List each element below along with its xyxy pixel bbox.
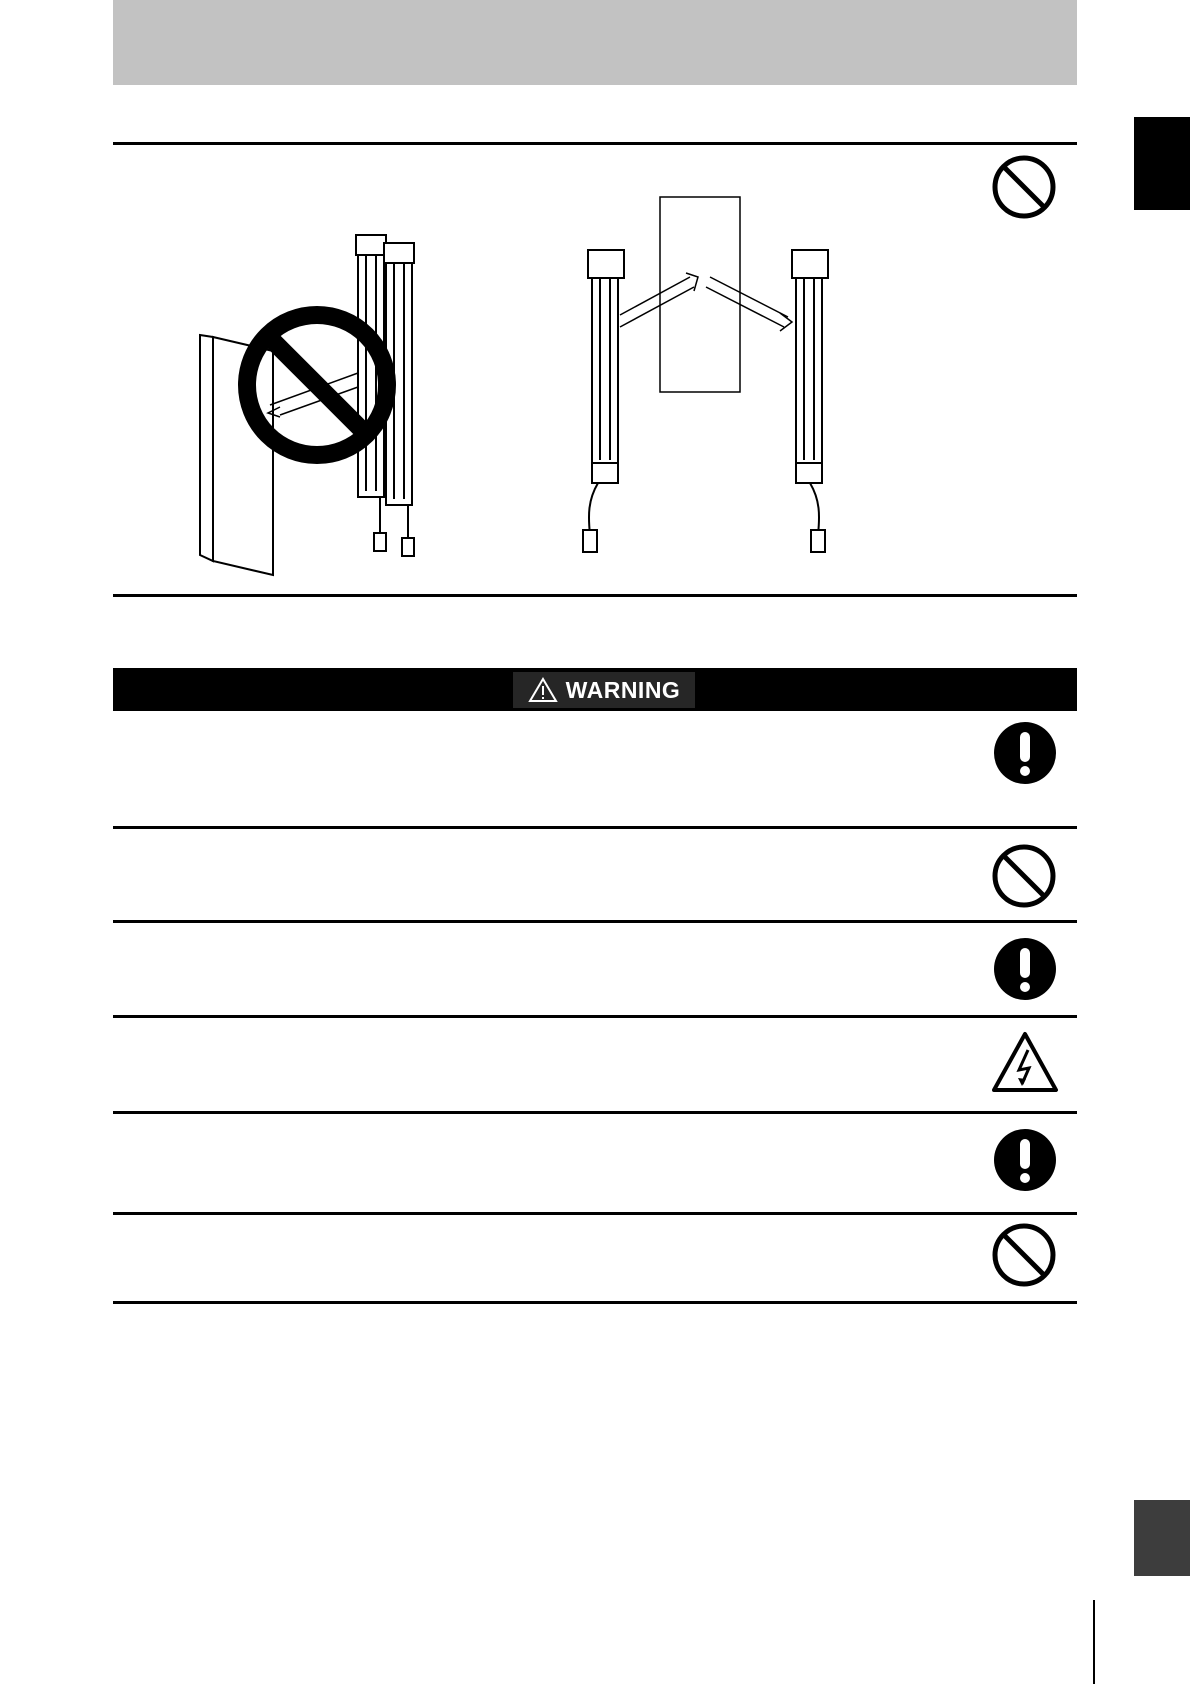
- section-tab: [1134, 1500, 1190, 1576]
- warning-bar: [113, 668, 1077, 711]
- mandatory-action-icon: [993, 721, 1057, 785]
- chapter-header-band: [113, 0, 1077, 85]
- page-number-rule: [1093, 1600, 1095, 1684]
- prohibition-icon: [990, 153, 1058, 221]
- installation-illustration: [190, 195, 910, 590]
- electric-shock-icon: [990, 1030, 1060, 1094]
- divider: [113, 920, 1077, 923]
- warning-text: WARNING: [565, 676, 681, 703]
- mandatory-action-icon: [993, 1128, 1057, 1192]
- prohibition-icon: [990, 842, 1058, 910]
- reflective-wall: [200, 335, 273, 575]
- warning-label: [513, 672, 695, 708]
- mandatory-action-icon: [993, 937, 1057, 1001]
- divider: [113, 594, 1077, 597]
- warning-triangle-icon: [528, 677, 558, 703]
- prohibition-icon: [990, 1221, 1058, 1289]
- divider: [113, 1301, 1077, 1304]
- center-panel: [660, 197, 740, 392]
- divider: [113, 1015, 1077, 1018]
- divider: [113, 142, 1077, 145]
- divider: [113, 826, 1077, 829]
- divider: [113, 1111, 1077, 1114]
- chapter-tab: [1134, 117, 1190, 210]
- divider: [113, 1212, 1077, 1215]
